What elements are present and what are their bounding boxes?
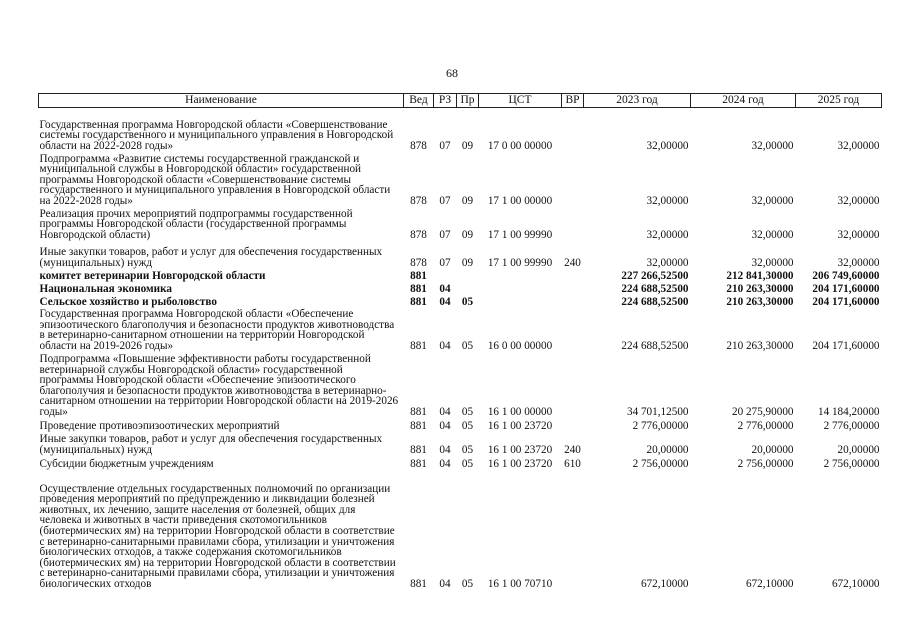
row-ved: 881 <box>410 269 427 282</box>
row-vr <box>562 282 584 295</box>
row-rz: 07 <box>439 256 451 269</box>
row-pr: 05 <box>461 577 474 590</box>
row-rz: 04 <box>439 405 451 418</box>
row-cst: 17 1 00 99990 <box>487 228 553 241</box>
header-pr: Пр <box>457 94 479 108</box>
row-pr: 09 <box>461 228 474 241</box>
row-2023: 32,00000 <box>646 194 689 207</box>
row-2025: 204 171,60000 <box>812 295 880 308</box>
row-pr: 09 <box>461 256 474 269</box>
header-cst: ЦСТ <box>479 94 562 108</box>
row-2025: 32,00000 <box>837 256 880 269</box>
header-name: Наименование <box>39 94 404 108</box>
row-rz: 04 <box>439 295 451 308</box>
row-vr <box>562 418 584 432</box>
row-rz: 07 <box>439 139 451 152</box>
row-name: Субсидии бюджетным учреждениям <box>39 457 214 470</box>
row-pr: 05 <box>461 419 474 432</box>
row-vr: 610 <box>564 457 581 470</box>
row-2023: 224 688,52500 <box>621 339 689 352</box>
row-pr: 05 <box>461 443 474 456</box>
row-cst: 16 0 00 00000 <box>487 339 553 352</box>
row-pr <box>457 282 479 295</box>
table-header-row <box>39 94 882 108</box>
row-2024: 210 263,30000 <box>726 339 794 352</box>
row-2024: 210 263,30000 <box>726 282 794 295</box>
row-rz: 07 <box>439 228 451 241</box>
row-2024: 32,00000 <box>751 139 794 152</box>
header-2023: 2023 год <box>584 94 691 108</box>
row-cst: 16 1 00 23720 <box>487 457 553 470</box>
row-2025: 32,00000 <box>837 139 880 152</box>
row-cst: 16 1 00 00000 <box>487 405 553 418</box>
row-ved: 881 <box>410 405 427 418</box>
row-rz: 04 <box>439 457 451 470</box>
row-vr <box>562 108 584 152</box>
row-2025: 32,00000 <box>837 228 880 241</box>
row-2025: 204 171,60000 <box>812 282 880 295</box>
table-row <box>39 470 882 590</box>
table-row <box>39 282 882 295</box>
row-2025: 20,00000 <box>837 443 880 456</box>
row-rz: 04 <box>439 577 451 590</box>
page-number: 68 <box>446 66 458 80</box>
row-cst: 16 1 00 23720 <box>487 419 553 432</box>
row-2024: 212 841,30000 <box>726 269 794 282</box>
row-2023: 227 266,52500 <box>621 269 689 282</box>
row-ved: 878 <box>410 228 427 241</box>
row-2024: 32,00000 <box>751 256 794 269</box>
row-2024: 20 275,90000 <box>731 405 794 418</box>
row-vr <box>562 308 584 352</box>
row-2025: 204 171,60000 <box>812 339 880 352</box>
header-vr: ВР <box>562 94 584 108</box>
row-name: Подпрограмма «Развитие системы государственной гражданской и муниципальной службы в Новгородской области» государственной программы Новгородской области «Совершенствование системы государственного и муниципального управления в Новгородской области на 2022-2028 годы» <box>39 152 391 207</box>
row-vr <box>562 269 584 282</box>
row-2023: 20,00000 <box>646 443 689 456</box>
row-2023: 32,00000 <box>646 256 689 269</box>
row-ved: 881 <box>410 419 427 432</box>
row-2024: 32,00000 <box>751 228 794 241</box>
row-2023: 32,00000 <box>646 228 689 241</box>
row-name: Подпрограмма «Повышение эффективности работы государственной ветеринарной службы Новгородской области» государственной программы Новгородской области «Обеспечение эпизоотического благополучия и безопасности продуктов животноводства в ветеринарно-санитарном отношении на территории Новгородской области на 2019-2026 годы» <box>39 352 399 418</box>
row-pr: 09 <box>461 194 474 207</box>
row-pr <box>457 269 479 282</box>
row-2025: 32,00000 <box>837 194 880 207</box>
row-2025: 2 776,00000 <box>823 419 880 432</box>
row-ved: 881 <box>410 339 427 352</box>
row-cst: 16 1 00 70710 <box>487 577 553 590</box>
row-name: Сельское хозяйство и рыболовство <box>39 295 217 308</box>
row-2023: 2 776,00000 <box>632 419 689 432</box>
row-rz: 04 <box>439 443 451 456</box>
row-ved: 878 <box>410 139 427 152</box>
row-name: комитет ветеринарии Новгородской области <box>39 269 266 282</box>
row-pr: 05 <box>461 295 474 308</box>
table-row <box>39 418 882 432</box>
table-row <box>39 295 882 308</box>
header-rz: РЗ <box>434 94 457 108</box>
row-rz: 07 <box>439 194 451 207</box>
row-name: Национальная экономика <box>39 282 172 295</box>
row-2023: 32,00000 <box>646 139 689 152</box>
row-2025: 206 749,60000 <box>812 269 880 282</box>
row-cst <box>479 269 562 282</box>
row-ved: 881 <box>410 577 427 590</box>
row-2023: 2 756,00000 <box>632 457 689 470</box>
row-vr <box>562 470 584 590</box>
row-2024: 2 756,00000 <box>737 457 794 470</box>
row-ved: 881 <box>410 282 427 295</box>
table-row <box>39 152 882 207</box>
row-2024: 2 776,00000 <box>737 419 794 432</box>
row-name: Проведение противоэпизоотических мероприятий <box>39 419 280 432</box>
row-cst: 17 0 00 00000 <box>487 139 553 152</box>
row-pr: 05 <box>461 457 474 470</box>
row-2024: 20,00000 <box>751 443 794 456</box>
row-ved: 878 <box>410 256 427 269</box>
row-2023: 672,10000 <box>640 577 689 590</box>
header-2025: 2025 год <box>796 94 882 108</box>
row-2023: 224 688,52500 <box>621 295 689 308</box>
row-2023: 34 701,12500 <box>626 405 689 418</box>
row-name: Государственная программа Новгородской области «Обеспечение эпизоотического благополучия и безопасности продуктов животноводства в ветеринарно-санитарном отношении на территории Новгородской области на 2019-2026 годы» <box>39 308 395 352</box>
row-cst <box>479 295 562 308</box>
header-ved: Вед <box>404 94 434 108</box>
table-row <box>39 269 882 282</box>
row-name: Иные закупки товаров, работ и услуг для обеспечения государственных (муниципальных) нужд <box>39 433 383 456</box>
row-cst: 17 1 00 99990 <box>487 256 553 269</box>
row-2025: 14 184,20000 <box>817 405 880 418</box>
table-row <box>39 352 882 418</box>
row-name: Реализация прочих мероприятий подпрограммы государственной программы Новгородской области (государственной программы Новгородской области) <box>39 207 353 241</box>
row-ved: 881 <box>410 457 427 470</box>
row-cst: 16 1 00 23720 <box>487 443 553 456</box>
row-pr: 05 <box>461 339 474 352</box>
row-2024: 672,10000 <box>745 577 794 590</box>
row-2024: 32,00000 <box>751 194 794 207</box>
row-vr <box>562 352 584 418</box>
row-pr: 05 <box>461 405 474 418</box>
row-vr <box>562 152 584 207</box>
row-rz: 04 <box>439 419 451 432</box>
row-name: Государственная программа Новгородской области «Совершенствование системы государственного и муниципального управления в Новгородской области на 2022-2028 годы» <box>39 118 394 152</box>
table-row <box>39 456 882 470</box>
row-name: Осуществление отдельных государственных полномочий по организации проведения мероприятий по предупреждению и ликвидации болезней животных, их лечению, защите населения от болезней, общих для человека и животных в части приведения скотомогильников (биотермических ям) на территории Новгородской области в соответствие с ветеринарно-санитарными правилами сбора, утилизации и уничтожения биологических отходов, а также содержания скотомогильников (биотермических ям) на территории Новгородской области в соответствии с ветеринарно-санитарными правилами сбора, утилизации и уничтожения биологических отходов <box>39 482 396 590</box>
row-ved: 881 <box>410 295 427 308</box>
row-ved: 878 <box>410 194 427 207</box>
row-ved: 881 <box>410 443 427 456</box>
row-name: Иные закупки товаров, работ и услуг для обеспечения государственных (муниципальных) нужд <box>39 246 383 269</box>
row-cst <box>479 282 562 295</box>
row-vr <box>562 207 584 241</box>
row-rz: 04 <box>439 282 451 295</box>
row-vr: 240 <box>564 256 581 269</box>
table-row <box>39 207 882 241</box>
header-2024: 2024 год <box>691 94 796 108</box>
row-rz: 04 <box>439 339 451 352</box>
table-row <box>39 432 882 456</box>
row-cst: 17 1 00 00000 <box>487 194 553 207</box>
table-row <box>39 108 882 152</box>
row-vr <box>562 295 584 308</box>
table-row <box>39 241 882 269</box>
row-2024: 210 263,30000 <box>726 295 794 308</box>
row-pr: 09 <box>461 139 474 152</box>
row-2023: 224 688,52500 <box>621 282 689 295</box>
row-rz <box>434 269 457 282</box>
budget-table <box>38 93 882 590</box>
row-vr: 240 <box>564 443 581 456</box>
row-2025: 2 756,00000 <box>823 457 880 470</box>
table-row <box>39 308 882 352</box>
row-2025: 672,10000 <box>831 577 880 590</box>
